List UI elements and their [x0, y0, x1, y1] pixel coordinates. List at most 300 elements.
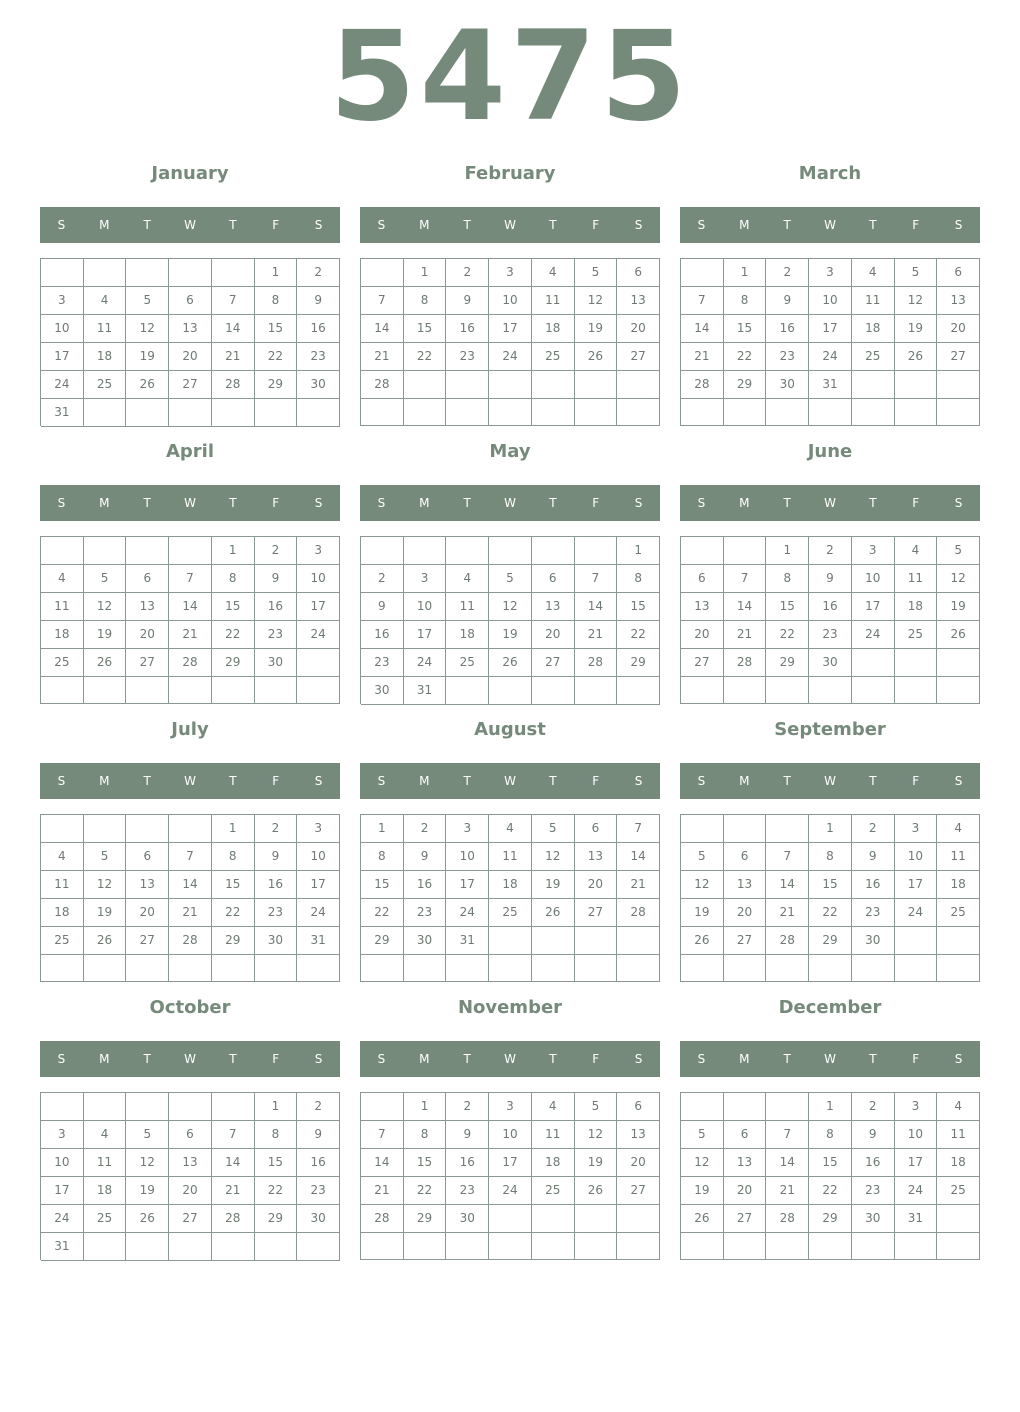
- weekday-label: M: [99, 496, 110, 510]
- month-name: October: [149, 997, 231, 1018]
- day-cell: 27: [575, 899, 618, 927]
- day-cell: 15: [809, 871, 852, 899]
- empty-cell: [361, 259, 404, 287]
- day-cell: 10: [41, 315, 84, 343]
- weekday-label: F: [592, 1052, 600, 1066]
- day-cell: 6: [532, 565, 575, 593]
- day-cell: 9: [766, 287, 809, 315]
- weekday-label: T: [143, 1052, 151, 1066]
- day-cell: 12: [84, 871, 127, 899]
- day-cell: 11: [41, 871, 84, 899]
- day-cell: 27: [617, 343, 660, 371]
- day-cell: 4: [852, 259, 895, 287]
- day-cell: 22: [404, 343, 447, 371]
- weekday-header: [680, 485, 980, 521]
- day-cell: 3: [297, 537, 340, 565]
- day-cell: 29: [766, 649, 809, 677]
- day-cell: 2: [446, 1093, 489, 1121]
- day-cell: 28: [169, 927, 212, 955]
- day-cell: 3: [41, 287, 84, 315]
- day-cell: 28: [724, 649, 767, 677]
- month-name: May: [489, 441, 531, 462]
- empty-cell: [84, 399, 127, 427]
- empty-cell: [126, 1093, 169, 1121]
- day-cell: 14: [681, 315, 724, 343]
- empty-cell: [852, 1233, 895, 1260]
- day-cell: 8: [809, 843, 852, 871]
- day-cell: 16: [809, 593, 852, 621]
- day-cell: 25: [532, 1177, 575, 1205]
- day-cell: 11: [852, 287, 895, 315]
- day-cell: 13: [937, 287, 980, 315]
- day-cell: 2: [255, 815, 298, 843]
- empty-cell: [255, 399, 298, 427]
- day-cell: 23: [361, 649, 404, 677]
- empty-cell: [937, 1233, 980, 1260]
- day-cell: 28: [575, 649, 618, 677]
- day-cell: 27: [169, 371, 212, 399]
- day-cell: 27: [126, 927, 169, 955]
- day-cell: 29: [255, 371, 298, 399]
- day-cell: 26: [575, 1177, 618, 1205]
- day-cell: 20: [681, 621, 724, 649]
- day-cell: 4: [41, 843, 84, 871]
- empty-cell: [809, 677, 852, 704]
- empty-cell: [212, 1093, 255, 1121]
- empty-cell: [532, 399, 575, 426]
- weekday-label: F: [272, 774, 280, 788]
- empty-cell: [297, 955, 340, 982]
- weekday-label: W: [504, 1052, 516, 1066]
- day-cell: 23: [255, 899, 298, 927]
- day-cell: 10: [41, 1149, 84, 1177]
- day-cell: 9: [255, 843, 298, 871]
- day-cell: 15: [404, 1149, 447, 1177]
- day-cell: 26: [937, 621, 980, 649]
- weekday-label: S: [954, 496, 963, 510]
- day-cell: 25: [84, 1205, 127, 1233]
- day-cell: 12: [681, 1149, 724, 1177]
- day-cell: 11: [937, 843, 980, 871]
- weekday-label: M: [739, 774, 750, 788]
- empty-cell: [617, 371, 660, 399]
- day-cell: 5: [84, 565, 127, 593]
- day-cell: 24: [41, 371, 84, 399]
- day-cell: 4: [84, 1121, 127, 1149]
- day-cell: 23: [446, 343, 489, 371]
- day-cell: 15: [255, 315, 298, 343]
- empty-cell: [724, 815, 767, 843]
- weekday-label: T: [549, 774, 557, 788]
- day-cell: 19: [84, 621, 127, 649]
- day-cell: 17: [895, 1149, 938, 1177]
- weekday-label: T: [143, 496, 151, 510]
- year-title: 5475: [329, 5, 691, 149]
- day-grid: [40, 1092, 340, 1260]
- day-cell: 6: [724, 1121, 767, 1149]
- day-grid: [680, 536, 980, 704]
- weekday-header: [360, 763, 660, 799]
- empty-cell: [681, 537, 724, 565]
- empty-cell: [895, 1233, 938, 1260]
- day-cell: 4: [41, 565, 84, 593]
- day-cell: 1: [361, 815, 404, 843]
- day-cell: 14: [724, 593, 767, 621]
- day-cell: 11: [446, 593, 489, 621]
- empty-cell: [446, 677, 489, 705]
- empty-cell: [446, 371, 489, 399]
- day-cell: 14: [766, 1149, 809, 1177]
- day-cell: 10: [297, 843, 340, 871]
- day-cell: 26: [575, 343, 618, 371]
- day-cell: 27: [724, 927, 767, 955]
- day-cell: 30: [255, 649, 298, 677]
- weekday-header: [40, 1041, 340, 1077]
- empty-cell: [169, 537, 212, 565]
- weekday-label: S: [377, 218, 386, 232]
- weekday-label: M: [419, 774, 430, 788]
- weekday-label: W: [184, 218, 196, 232]
- day-cell: 24: [297, 899, 340, 927]
- day-cell: 6: [575, 815, 618, 843]
- day-cell: 17: [446, 871, 489, 899]
- day-cell: 30: [404, 927, 447, 955]
- weekday-header: [680, 1041, 980, 1077]
- day-cell: 22: [766, 621, 809, 649]
- day-cell: 22: [809, 899, 852, 927]
- empty-cell: [361, 399, 404, 426]
- day-cell: 19: [489, 621, 532, 649]
- day-cell: 25: [41, 927, 84, 955]
- day-cell: 16: [297, 1149, 340, 1177]
- day-cell: 25: [937, 1177, 980, 1205]
- day-cell: 30: [852, 1205, 895, 1233]
- day-cell: 8: [255, 1121, 298, 1149]
- day-cell: 4: [84, 287, 127, 315]
- weekday-label: T: [229, 496, 237, 510]
- day-cell: 31: [895, 1205, 938, 1233]
- day-cell: 2: [297, 1093, 340, 1121]
- empty-cell: [404, 955, 447, 982]
- empty-cell: [126, 955, 169, 982]
- empty-cell: [489, 537, 532, 565]
- weekday-label: W: [824, 774, 836, 788]
- empty-cell: [575, 955, 618, 982]
- empty-cell: [809, 399, 852, 426]
- empty-cell: [617, 1205, 660, 1233]
- weekday-label: M: [739, 496, 750, 510]
- empty-cell: [169, 259, 212, 287]
- empty-cell: [575, 537, 618, 565]
- day-cell: 18: [489, 871, 532, 899]
- day-cell: 23: [809, 621, 852, 649]
- day-cell: 12: [126, 315, 169, 343]
- day-cell: 21: [617, 871, 660, 899]
- day-cell: 17: [297, 593, 340, 621]
- day-cell: 12: [575, 1121, 618, 1149]
- day-cell: 25: [895, 621, 938, 649]
- empty-cell: [489, 927, 532, 955]
- weekday-label: S: [314, 496, 323, 510]
- day-cell: 14: [169, 871, 212, 899]
- day-cell: 25: [84, 371, 127, 399]
- day-cell: 27: [532, 649, 575, 677]
- day-cell: 4: [532, 259, 575, 287]
- day-cell: 5: [489, 565, 532, 593]
- day-cell: 30: [766, 371, 809, 399]
- day-cell: 24: [809, 343, 852, 371]
- empty-cell: [766, 399, 809, 426]
- day-cell: 25: [937, 899, 980, 927]
- empty-cell: [361, 1233, 404, 1260]
- day-cell: 1: [255, 1093, 298, 1121]
- empty-cell: [126, 1233, 169, 1261]
- empty-cell: [852, 399, 895, 426]
- day-cell: 1: [766, 537, 809, 565]
- day-cell: 22: [809, 1177, 852, 1205]
- day-cell: 11: [532, 1121, 575, 1149]
- empty-cell: [895, 371, 938, 399]
- weekday-label: T: [783, 496, 791, 510]
- weekday-label: W: [824, 496, 836, 510]
- empty-cell: [895, 955, 938, 982]
- weekday-header: [680, 763, 980, 799]
- empty-cell: [84, 677, 127, 704]
- day-cell: 31: [446, 927, 489, 955]
- weekday-label: T: [463, 496, 471, 510]
- empty-cell: [169, 815, 212, 843]
- day-cell: 24: [446, 899, 489, 927]
- day-cell: 16: [361, 621, 404, 649]
- weekday-label: F: [912, 1052, 920, 1066]
- day-cell: 28: [212, 371, 255, 399]
- empty-cell: [937, 677, 980, 704]
- empty-cell: [84, 1233, 127, 1261]
- day-cell: 2: [404, 815, 447, 843]
- empty-cell: [809, 1233, 852, 1260]
- day-cell: 1: [212, 815, 255, 843]
- weekday-label: W: [824, 1052, 836, 1066]
- day-cell: 28: [766, 927, 809, 955]
- day-cell: 3: [404, 565, 447, 593]
- day-grid: [680, 258, 980, 426]
- day-cell: 19: [575, 315, 618, 343]
- day-grid: [40, 814, 340, 982]
- empty-cell: [724, 1233, 767, 1260]
- day-cell: 10: [489, 1121, 532, 1149]
- weekday-header: [680, 207, 980, 243]
- day-cell: 4: [937, 1093, 980, 1121]
- empty-cell: [169, 399, 212, 427]
- weekday-label: F: [912, 774, 920, 788]
- day-cell: 8: [212, 843, 255, 871]
- day-cell: 6: [126, 843, 169, 871]
- empty-cell: [169, 677, 212, 704]
- day-cell: 12: [937, 565, 980, 593]
- day-cell: 24: [41, 1205, 84, 1233]
- day-cell: 24: [489, 1177, 532, 1205]
- empty-cell: [169, 1093, 212, 1121]
- weekday-label: T: [869, 496, 877, 510]
- weekday-label: F: [592, 496, 600, 510]
- day-cell: 19: [895, 315, 938, 343]
- day-cell: 7: [681, 287, 724, 315]
- empty-cell: [361, 955, 404, 982]
- day-cell: 12: [126, 1149, 169, 1177]
- empty-cell: [575, 927, 618, 955]
- day-cell: 20: [126, 621, 169, 649]
- weekday-header: [360, 485, 660, 521]
- day-cell: 21: [169, 621, 212, 649]
- day-cell: 11: [489, 843, 532, 871]
- day-cell: 18: [937, 1149, 980, 1177]
- day-cell: 21: [766, 1177, 809, 1205]
- day-cell: 5: [681, 1121, 724, 1149]
- empty-cell: [532, 537, 575, 565]
- weekday-label: M: [99, 218, 110, 232]
- day-cell: 12: [532, 843, 575, 871]
- empty-cell: [852, 649, 895, 677]
- day-cell: 12: [489, 593, 532, 621]
- day-cell: 8: [404, 287, 447, 315]
- empty-cell: [766, 815, 809, 843]
- day-cell: 18: [532, 315, 575, 343]
- day-cell: 14: [575, 593, 618, 621]
- day-cell: 9: [297, 1121, 340, 1149]
- day-cell: 16: [766, 315, 809, 343]
- day-cell: 20: [617, 315, 660, 343]
- day-cell: 15: [255, 1149, 298, 1177]
- month-name: April: [165, 441, 215, 462]
- weekday-header: [40, 485, 340, 521]
- empty-cell: [937, 649, 980, 677]
- empty-cell: [297, 649, 340, 677]
- day-cell: 17: [489, 315, 532, 343]
- day-cell: 17: [809, 315, 852, 343]
- month-name: December: [778, 997, 882, 1018]
- empty-cell: [937, 1205, 980, 1233]
- empty-cell: [126, 399, 169, 427]
- empty-cell: [937, 371, 980, 399]
- weekday-label: T: [549, 496, 557, 510]
- day-cell: 29: [809, 1205, 852, 1233]
- day-cell: 16: [852, 1149, 895, 1177]
- day-cell: 8: [766, 565, 809, 593]
- day-cell: 3: [895, 1093, 938, 1121]
- day-cell: 11: [532, 287, 575, 315]
- day-cell: 14: [617, 843, 660, 871]
- day-cell: 23: [297, 1177, 340, 1205]
- empty-cell: [255, 1233, 298, 1261]
- day-cell: 24: [895, 1177, 938, 1205]
- day-cell: 23: [446, 1177, 489, 1205]
- weekday-label: T: [869, 218, 877, 232]
- day-cell: 18: [84, 343, 127, 371]
- day-cell: 18: [41, 899, 84, 927]
- day-grid: [40, 536, 340, 704]
- day-cell: 11: [84, 1149, 127, 1177]
- empty-cell: [297, 1233, 340, 1261]
- day-cell: 20: [724, 1177, 767, 1205]
- empty-cell: [404, 1233, 447, 1260]
- day-cell: 14: [361, 315, 404, 343]
- day-cell: 5: [532, 815, 575, 843]
- day-cell: 9: [852, 843, 895, 871]
- day-cell: 9: [404, 843, 447, 871]
- day-cell: 11: [895, 565, 938, 593]
- day-cell: 6: [937, 259, 980, 287]
- empty-cell: [84, 955, 127, 982]
- day-cell: 12: [84, 593, 127, 621]
- weekday-label: S: [377, 496, 386, 510]
- day-cell: 22: [404, 1177, 447, 1205]
- empty-cell: [169, 955, 212, 982]
- day-cell: 16: [446, 315, 489, 343]
- empty-cell: [681, 399, 724, 426]
- empty-cell: [169, 1233, 212, 1261]
- empty-cell: [724, 399, 767, 426]
- day-cell: 19: [532, 871, 575, 899]
- empty-cell: [489, 677, 532, 705]
- day-cell: 24: [895, 899, 938, 927]
- day-cell: 3: [489, 1093, 532, 1121]
- weekday-label: M: [739, 1052, 750, 1066]
- day-cell: 9: [809, 565, 852, 593]
- weekday-label: W: [504, 218, 516, 232]
- day-cell: 19: [126, 343, 169, 371]
- day-cell: 5: [575, 259, 618, 287]
- day-cell: 2: [766, 259, 809, 287]
- day-cell: 29: [809, 927, 852, 955]
- empty-cell: [361, 537, 404, 565]
- day-cell: 7: [212, 287, 255, 315]
- day-cell: 6: [169, 287, 212, 315]
- day-cell: 20: [937, 315, 980, 343]
- empty-cell: [937, 955, 980, 982]
- empty-cell: [84, 259, 127, 287]
- day-cell: 18: [937, 871, 980, 899]
- day-cell: 22: [617, 621, 660, 649]
- day-cell: 10: [404, 593, 447, 621]
- weekday-label: W: [824, 218, 836, 232]
- day-cell: 3: [297, 815, 340, 843]
- day-cell: 26: [489, 649, 532, 677]
- day-cell: 28: [617, 899, 660, 927]
- day-cell: 1: [809, 1093, 852, 1121]
- month-name: November: [457, 997, 563, 1018]
- weekday-header: [40, 207, 340, 243]
- day-cell: 7: [169, 843, 212, 871]
- day-cell: 27: [126, 649, 169, 677]
- weekday-label: F: [912, 496, 920, 510]
- day-cell: 13: [126, 871, 169, 899]
- day-cell: 13: [575, 843, 618, 871]
- day-cell: 22: [212, 621, 255, 649]
- weekday-label: S: [697, 496, 706, 510]
- day-cell: 8: [212, 565, 255, 593]
- day-cell: 21: [361, 343, 404, 371]
- empty-cell: [852, 371, 895, 399]
- month-name: January: [151, 163, 229, 184]
- weekday-label: M: [419, 218, 430, 232]
- day-cell: 21: [575, 621, 618, 649]
- weekday-label: T: [463, 774, 471, 788]
- empty-cell: [617, 927, 660, 955]
- weekday-label: T: [783, 774, 791, 788]
- weekday-label: S: [57, 774, 66, 788]
- day-cell: 1: [724, 259, 767, 287]
- day-cell: 3: [809, 259, 852, 287]
